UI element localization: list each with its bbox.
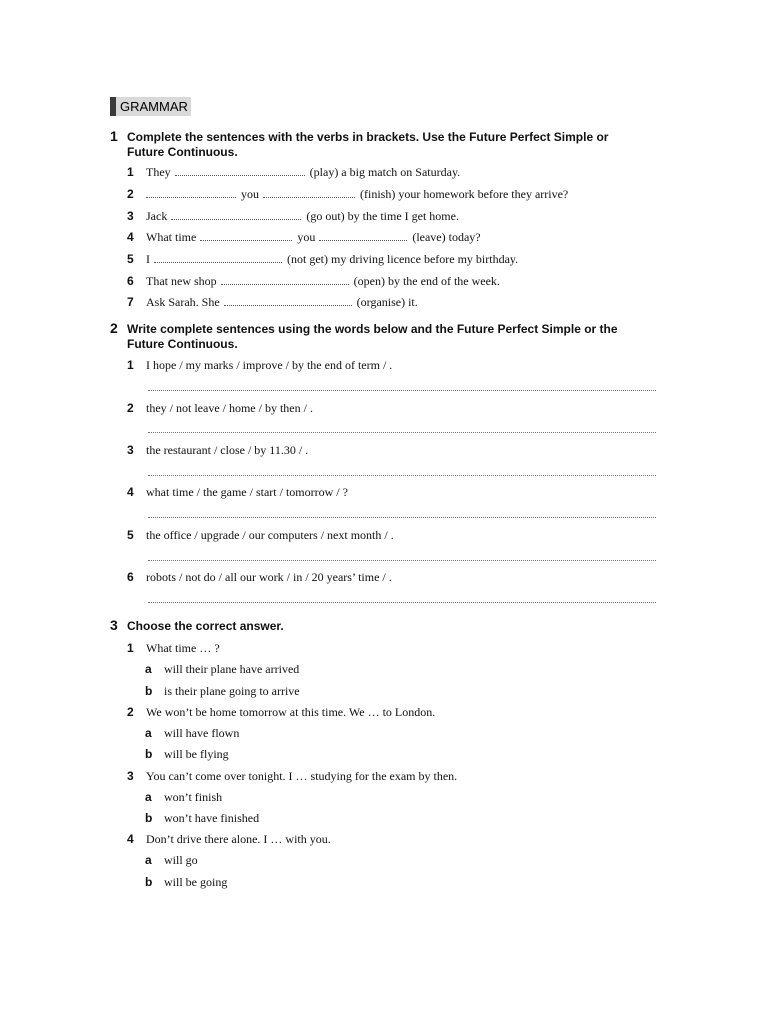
item-prompt: I hope / my marks / improve / by the end of term / . xyxy=(146,358,393,372)
ex2-item xyxy=(0,569,768,585)
item-text: (not get) my driving licence before my birthday. xyxy=(287,252,519,266)
item-text: you xyxy=(297,230,316,244)
ex1-item xyxy=(0,208,768,224)
item-number: 5 xyxy=(127,252,134,266)
item-text: (go out) by the time I get home. xyxy=(306,209,459,223)
option-text: won’t have finished xyxy=(164,811,260,825)
question-text: We won’t be home tomorrow at this time. We … to London. xyxy=(146,705,436,719)
answer-gap[interactable] xyxy=(175,164,305,176)
item-text: They xyxy=(146,165,171,179)
option-text: will be flying xyxy=(164,747,229,761)
exercise-instruction: Choose the correct answer. xyxy=(127,619,284,633)
ex1-item xyxy=(0,229,768,245)
question-text: What time … ? xyxy=(146,641,220,655)
option-a[interactable] xyxy=(0,661,768,677)
answer-gap[interactable] xyxy=(221,273,349,285)
option-text: will have flown xyxy=(164,726,240,740)
ex3-item xyxy=(0,831,768,847)
question-text: Don’t drive there alone. I … with you. xyxy=(146,832,331,846)
exercise-instruction: Complete the sentences with the verbs in brackets. Use the Future Perfect Simple or Future Continuous. xyxy=(127,130,609,159)
exercise-instruction: Write complete sentences using the words below and the Future Perfect Simple or the Future Continuous. xyxy=(127,322,618,351)
item-text: What time xyxy=(146,230,197,244)
option-b[interactable] xyxy=(0,683,768,699)
item-number: 1 xyxy=(127,165,134,179)
option-letter: a xyxy=(145,790,152,804)
item-number: 3 xyxy=(127,769,134,783)
answer-line[interactable] xyxy=(148,602,656,603)
answer-line[interactable] xyxy=(148,475,656,476)
option-a[interactable] xyxy=(0,789,768,805)
item-number: 2 xyxy=(127,187,134,201)
ex1-item xyxy=(0,294,768,310)
ex2-item xyxy=(0,484,768,500)
item-prompt: what time / the game / start / tomorrow / ? xyxy=(146,485,348,499)
option-letter: b xyxy=(145,875,153,889)
item-number: 4 xyxy=(127,485,134,499)
ex2-item xyxy=(0,357,768,373)
section-tag xyxy=(110,97,191,116)
option-letter: a xyxy=(145,662,152,676)
option-text: will their plane have arrived xyxy=(164,662,300,676)
item-text: That new shop xyxy=(146,274,217,288)
item-number: 6 xyxy=(127,570,134,584)
answer-gap[interactable] xyxy=(146,186,236,198)
option-text: will be going xyxy=(164,875,228,889)
option-text: won’t finish xyxy=(164,790,223,804)
ex3-item xyxy=(0,768,768,784)
ex2-item xyxy=(0,527,768,543)
option-text: is their plane going to arrive xyxy=(164,684,300,698)
exercise-number: 2 xyxy=(110,320,118,336)
item-text: (open) by the end of the week. xyxy=(353,274,500,288)
item-number: 5 xyxy=(127,528,134,542)
option-letter: a xyxy=(145,853,152,867)
item-number: 4 xyxy=(127,832,134,846)
option-letter: b xyxy=(145,747,153,761)
item-number: 1 xyxy=(127,641,134,655)
item-text: (leave) today? xyxy=(412,230,481,244)
answer-gap[interactable] xyxy=(154,251,282,263)
item-text: (organise) it. xyxy=(356,295,418,309)
item-text: (play) a big match on Saturday. xyxy=(309,165,461,179)
option-b[interactable] xyxy=(0,746,768,762)
option-a[interactable] xyxy=(0,725,768,741)
question-text: You can’t come over tonight. I … studying for the exam by then. xyxy=(146,769,458,783)
item-prompt: the restaurant / close / by 11.30 / . xyxy=(146,443,309,457)
item-number: 7 xyxy=(127,295,134,309)
item-text: I xyxy=(146,252,150,266)
answer-line[interactable] xyxy=(148,390,656,391)
option-letter: b xyxy=(145,684,153,698)
item-prompt: robots / not do / all our work / in / 20 years’ time / . xyxy=(146,570,392,584)
ex2-item xyxy=(0,400,768,416)
ex3-item xyxy=(0,640,768,656)
item-number: 1 xyxy=(127,358,134,372)
option-a[interactable] xyxy=(0,852,768,868)
answer-line[interactable] xyxy=(148,432,656,433)
item-prompt: the office / upgrade / our computers / next month / . xyxy=(146,528,394,542)
item-number: 3 xyxy=(127,209,134,223)
option-b[interactable] xyxy=(0,874,768,890)
exercise-number: 3 xyxy=(110,617,118,633)
item-number: 3 xyxy=(127,443,134,457)
answer-line[interactable] xyxy=(148,517,656,518)
ex1-item xyxy=(0,273,768,289)
section-label: GRAMMAR xyxy=(116,97,191,116)
answer-gap[interactable] xyxy=(171,208,301,220)
item-prompt: they / not leave / home / by then / . xyxy=(146,401,313,415)
answer-gap[interactable] xyxy=(263,186,355,198)
item-text: Jack xyxy=(146,209,168,223)
exercise-number: 1 xyxy=(110,128,118,144)
option-letter: a xyxy=(145,726,152,740)
item-number: 4 xyxy=(127,230,134,244)
answer-gap[interactable] xyxy=(224,294,352,306)
answer-line[interactable] xyxy=(148,560,656,561)
ex2-item xyxy=(0,442,768,458)
item-text: Ask Sarah. She xyxy=(146,295,220,309)
option-b[interactable] xyxy=(0,810,768,826)
ex3-item xyxy=(0,704,768,720)
ex1-item xyxy=(0,251,768,267)
item-number: 6 xyxy=(127,274,134,288)
ex1-item xyxy=(0,186,768,202)
option-text: will go xyxy=(164,853,198,867)
item-text: you xyxy=(241,187,259,201)
option-letter: b xyxy=(145,811,153,825)
item-number: 2 xyxy=(127,705,134,719)
item-number: 2 xyxy=(127,401,134,415)
ex1-item xyxy=(0,164,768,180)
answer-gap[interactable] xyxy=(319,229,407,241)
item-text: (finish) your homework before they arrive? xyxy=(360,187,569,201)
answer-gap[interactable] xyxy=(200,229,292,241)
